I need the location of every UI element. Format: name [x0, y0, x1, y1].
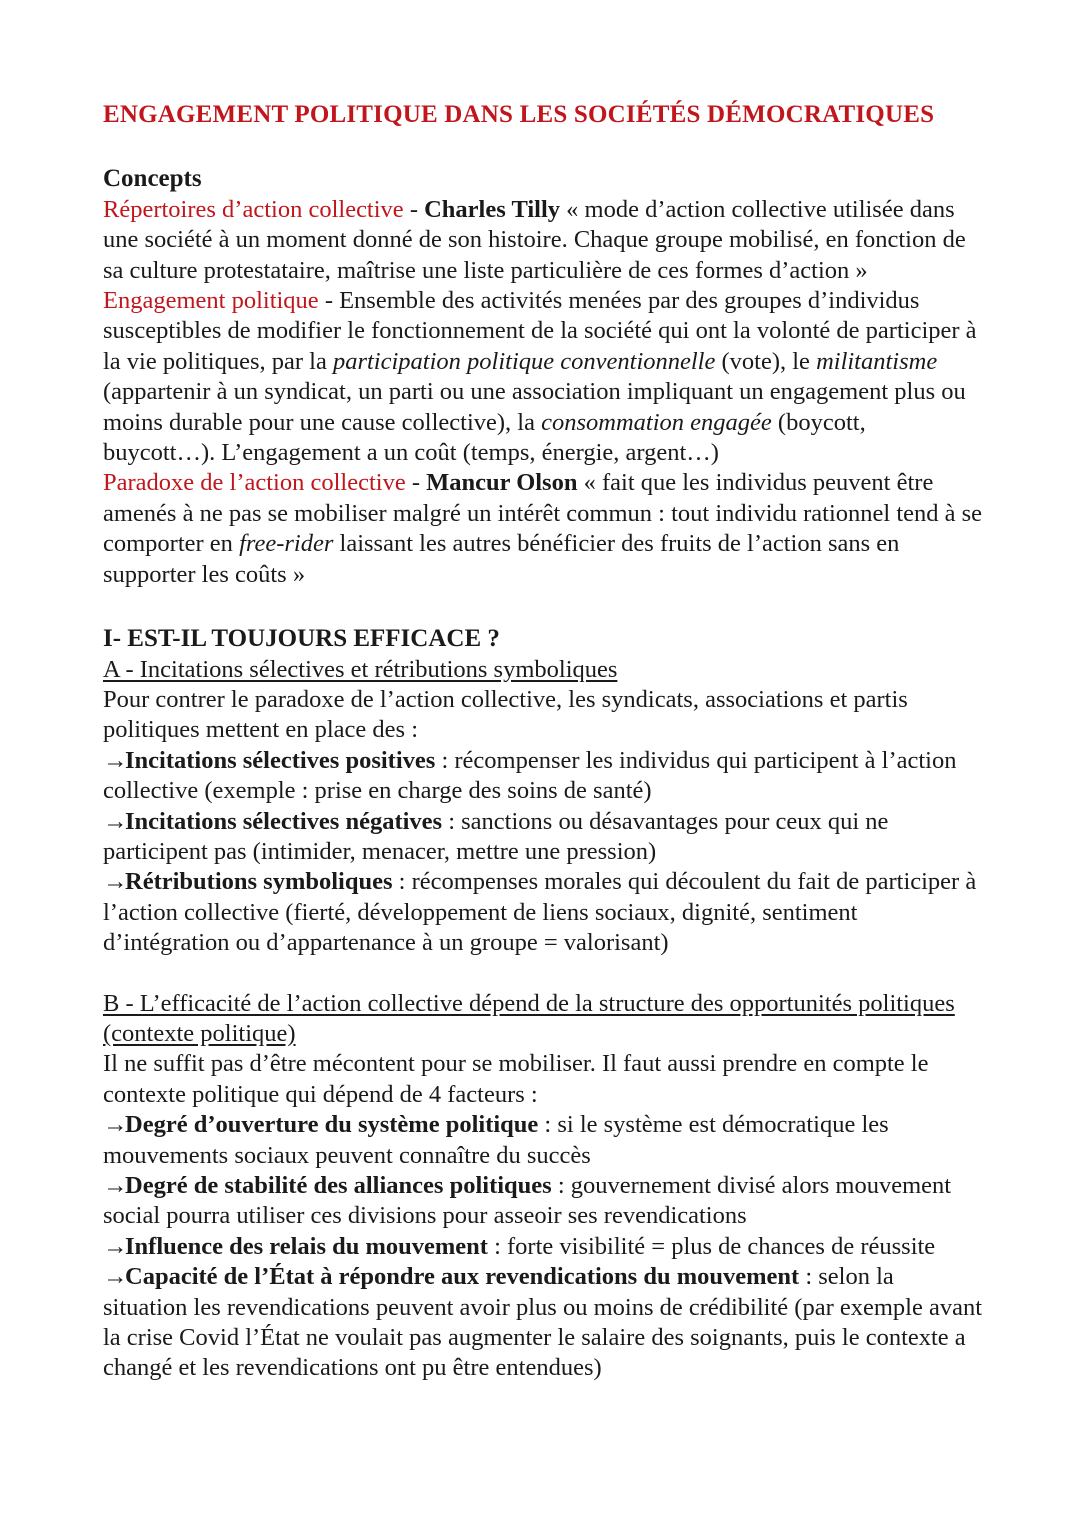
document-page	[103, 100, 983, 1384]
section1b-subheading: B - L’efficacité de l’action collective dépend de la structure des opportunités politiques (contexte politique)	[103, 989, 955, 1047]
arrow-icon: →	[103, 1263, 128, 1291]
arrow-icon: →	[103, 1232, 128, 1260]
list-item: →Capacité de l’État à répondre aux revendications du mouvement : selon la situation les revendications peuvent avoir plus ou moins de crédibilité (par exemple avant la crise Covid l’État ne voulait pas augmenter le salaire des soignants, puis le contexte a changé et les revendications ont pu être entendues)	[103, 1263, 983, 1382]
term-engagement: Engagement politique	[103, 287, 319, 315]
arrow-icon: →	[103, 868, 128, 896]
author-olson: Mancur Olson	[426, 469, 578, 497]
list-item: →Degré d’ouverture du système politique : si le système est démocratique les mouvements sociaux peuvent connaître du succès	[103, 1111, 889, 1169]
list-item: →Rétributions symboliques : récompenses morales qui découlent du fait de participer à l’action collective (fierté, développement de liens sociaux, dignité, sentiment d’intégration ou d’appartenance à un groupe = valorisant)	[103, 868, 977, 957]
list-item: →Influence des relais du mouvement : forte visibilité = plus de chances de réussite	[103, 1232, 983, 1262]
document-title: ENGAGEMENT POLITIQUE DANS LES SOCIÉTÉS DÉMOCRATIQUES	[103, 101, 935, 128]
list-item: →Incitations sélectives négatives : sanctions ou désavantages pour ceux qui ne participent pas (intimider, menacer, mettre une pression)	[103, 807, 889, 865]
term-repertoires: Répertoires d’action collective	[103, 195, 404, 223]
list-item: →Degré de stabilité des alliances politiques : gouvernement divisé alors mouvement social pourra utiliser ces divisions pour asseoir ses revendications	[103, 1172, 952, 1230]
section1b-intro: Il ne suffit pas d’être mécontent pour se mobiliser. Il faut aussi prendre en compte le contexte politique qui dépend de 4 facteurs :	[103, 1050, 929, 1108]
arrow-icon: →	[103, 1111, 128, 1139]
section1-heading: I- EST-IL TOUJOURS EFFICACE ?	[103, 625, 500, 653]
arrow-icon: →	[103, 746, 128, 774]
section1a-subheading: A - Incitations sélectives et rétributions symboliques	[103, 655, 618, 683]
list-item: →Incitations sélectives positives : récompenser les individus qui participent à l’action collective (exemple : prise en charge des soins de santé)	[103, 746, 957, 805]
section1a-intro: Pour contrer le paradoxe de l’action collective, les syndicats, associations et partis politiques mettent en place des :	[103, 685, 908, 744]
term-paradoxe: Paradoxe de l’action collective	[103, 469, 406, 497]
definition-engagement: Engagement politique - Ensemble des activités menées par des groupes d’individus susceptibles de modifier le fonctionnement de la société qui ont la volonté de participer à la vie politiques, par la participation politique conventionnelle (vote), le militantisme (appartenir à un syndicat, un parti ou une association impliquant un engagement plus ou moins durable pour une cause collective), la consommation engagée (boycott, buycott…). L’engagement a un coût (temps, énergie, argent…)	[103, 287, 977, 467]
concepts-heading: Concepts	[103, 165, 202, 193]
definition-paradoxe: Paradoxe de l’action collective - Mancur Olson « fait que les individus peuvent être amenés à ne pas se mobiliser malgré un intérêt commun : tout individu rationnel tend à se comporter en free-rider laissant les autres bénéficier des fruits de l’action sans en supporter les coûts »	[103, 469, 983, 588]
arrow-icon: →	[103, 807, 128, 835]
definition-repertoires: Répertoires d’action collective - Charles Tilly « mode d’action collective utilisée dans une société à un moment donné de son histoire. Chaque groupe mobilisé, en fonction de sa culture protestataire, maîtrise une liste particulière de ces formes d’action »	[103, 195, 966, 284]
author-tilly: Charles Tilly	[424, 195, 561, 223]
arrow-icon: →	[103, 1172, 128, 1199]
